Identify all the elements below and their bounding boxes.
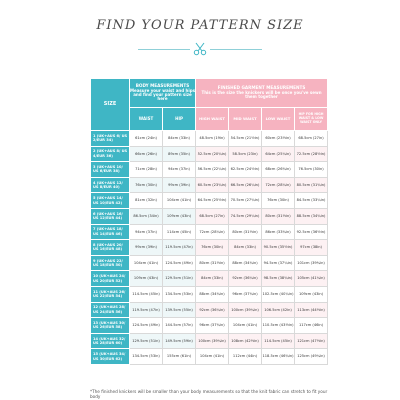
measurement-cell: 61cm (24in): [130, 131, 163, 147]
measurement-cell: 80cm (31½in): [262, 208, 295, 224]
size-label: 2 (UK+AUS 8/ US 4/EUR 36): [91, 146, 130, 162]
measurement-cell: 100cm (39¼in): [229, 302, 262, 318]
measurement-cell: 106.5cm (42in): [262, 302, 295, 318]
col-hip: HIP: [163, 108, 196, 131]
body-measurements-subtitle: Measure your waist and hips and find your pattern size here: [130, 87, 195, 102]
measurement-cell: 48.5cm (19in): [196, 131, 229, 147]
size-label: 13 (UK+AUS 30/ US 26/EUR 58): [91, 318, 130, 334]
measurement-cell: 84cm (33in): [229, 240, 262, 256]
measurement-cell: 96cm (37¾in): [229, 286, 262, 302]
table-row: [91, 255, 328, 271]
measurement-cell: 64cm (25¼in): [262, 146, 295, 162]
measurement-cell: 108cm (42½in): [229, 333, 262, 349]
measurement-cell: 92.5cm (36½in): [295, 224, 328, 240]
measurement-cell: 100cm (39¼in): [196, 333, 229, 349]
measurement-cell: 88cm (34¾in): [196, 286, 229, 302]
measurement-cell: 125cm (49¼in): [295, 349, 328, 365]
measurement-cell: 60.5cm (23¾in): [196, 177, 229, 193]
measurement-cell: 90.5cm (35½in): [262, 240, 295, 256]
size-label: 8 (UK+AUS 20/ US 16/EUR 48): [91, 240, 130, 256]
size-label: 6 (UK+AUS 16/ US 12/EUR 44): [91, 208, 130, 224]
measurement-cell: 80cm (31½in): [196, 255, 229, 271]
table-row: [91, 146, 328, 162]
col-hip-finished: HIP FOR HIGH WAIST & LOW WAIST ONLY: [295, 108, 328, 131]
table-row: [91, 349, 328, 365]
measurement-cell: 68.5cm (27in): [295, 131, 328, 147]
measurement-cell: 155cm (61in): [163, 349, 196, 365]
measurement-cell: 68cm (26¾in): [262, 162, 295, 178]
measurement-cell: 92cm (36¼in): [196, 302, 229, 318]
measurement-cell: 56.5cm (22¼in): [196, 162, 229, 178]
finished-measurements-title: FINISHED GARMENT MEASUREMENTS: [217, 85, 306, 91]
measurement-cell: 124.5cm (49in): [130, 318, 163, 334]
col-low-waist: LOW WAIST: [262, 108, 295, 131]
size-label: 14 (UK+AUS 32/ US 28/EUR 60): [91, 333, 130, 349]
measurement-cell: 114.5cm (45in): [262, 333, 295, 349]
measurement-cell: 64.5cm (25½in): [196, 193, 229, 209]
size-label: 1 (UK+AUS 6/ US 2/EUR 34): [91, 131, 130, 147]
measurement-cell: 117cm (46in): [295, 318, 328, 334]
measurement-cell: 66.5cm (26¼in): [229, 177, 262, 193]
measurement-cell: 98.5cm (38¾in): [262, 271, 295, 287]
measurement-cell: 113cm (44½in): [295, 302, 328, 318]
measurement-cell: 54.5cm (21½in): [229, 131, 262, 147]
measurement-cell: 104cm (41in): [196, 349, 229, 365]
measurement-cell: 72.5cm (28½in): [295, 146, 328, 162]
measurement-cell: 104cm (41in): [229, 318, 262, 334]
measurement-cell: 94cm (37in): [163, 162, 196, 178]
body-measurements-title: BODY MEASUREMENTS: [135, 83, 190, 89]
measurement-cell: 88cm (34¾in): [229, 255, 262, 271]
measurement-cell: 101cm (39¾in): [295, 255, 328, 271]
measurement-cell: 124.5cm (49in): [163, 255, 196, 271]
page-title: FIND YOUR PATTERN SIZE: [96, 18, 304, 33]
measurement-cell: 81cm (32in): [130, 193, 163, 209]
size-header: SIZE: [91, 79, 130, 131]
table-row: [91, 162, 328, 178]
measurement-cell: 66cm (26in): [130, 146, 163, 162]
measurement-cell: 119.5cm (47in): [130, 302, 163, 318]
measurement-cell: 76cm (30in): [196, 240, 229, 256]
measurement-cell: 102.5cm (40¼in): [262, 286, 295, 302]
measurement-cell: 52.5cm (20¾in): [196, 146, 229, 162]
measurement-cell: 62.5cm (24½in): [229, 162, 262, 178]
measurement-cell: 121cm (47½in): [295, 333, 328, 349]
measurement-cell: 144.5cm (57in): [163, 318, 196, 334]
measurement-cell: 149.5cm (59in): [163, 333, 196, 349]
measurement-cell: 92cm (36¼in): [229, 271, 262, 287]
measurement-cell: 97cm (38in): [295, 240, 328, 256]
table-row: [91, 302, 328, 318]
measurement-cell: 109cm (43in): [295, 286, 328, 302]
table-row: [91, 333, 328, 349]
measurement-cell: 94.5cm (37¼in): [262, 255, 295, 271]
size-label: 12 (UK+AUS 28/ US 24/EUR 56): [91, 302, 130, 318]
measurement-cell: 118.5cm (46¾in): [262, 349, 295, 365]
measurement-cell: 110.5cm (43½in): [262, 318, 295, 334]
table-row: [91, 208, 328, 224]
size-label: 7 (UK+AUS 18/ US 14/EUR 46): [91, 224, 130, 240]
finished-measurements-header: [196, 79, 328, 108]
measurement-cell: 139.5cm (55in): [163, 302, 196, 318]
measurement-cell: 60cm (23½in): [262, 131, 295, 147]
measurement-cell: 119.5cm (47in): [163, 240, 196, 256]
measurement-cell: 109cm (43in): [130, 271, 163, 287]
table-row: [91, 240, 328, 256]
measurement-cell: 105cm (41¼in): [295, 271, 328, 287]
col-high-waist: HIGH WAIST: [196, 108, 229, 131]
measurement-cell: 72cm (28¼in): [262, 177, 295, 193]
measurement-cell: 84.5cm (33¼in): [295, 193, 328, 209]
table-row: [91, 286, 328, 302]
measurement-cell: 76cm (30in): [130, 177, 163, 193]
size-chart-table: [90, 78, 328, 365]
table-row: [91, 318, 328, 334]
measurement-cell: 86cm (33¾in): [262, 224, 295, 240]
body-measurements-header: [130, 79, 196, 108]
measurement-cell: 96cm (37¾in): [196, 318, 229, 334]
measurement-cell: 114cm (45in): [163, 224, 196, 240]
measurement-cell: 99cm (39in): [130, 240, 163, 256]
col-waist: WAIST: [130, 108, 163, 131]
measurement-cell: 112cm (44in): [229, 349, 262, 365]
measurement-cell: 129.5cm (51in): [163, 271, 196, 287]
size-label: 9 (UK+AUS 22/ US 18/EUR 50): [91, 255, 130, 271]
measurement-cell: 80cm (31½in): [229, 224, 262, 240]
measurement-cell: 104cm (41in): [130, 255, 163, 271]
measurement-cell: 88.5cm (34¾in): [295, 208, 328, 224]
size-label: 3 (UK+AUS 10/ US 6/EUR 38): [91, 162, 130, 178]
measurement-cell: 99cm (39in): [163, 177, 196, 193]
measurement-cell: 70.5cm (27¾in): [229, 193, 262, 209]
measurement-cell: 94cm (37in): [130, 224, 163, 240]
size-label: 15 (UK+AUS 34/ US 30/EUR 62): [91, 349, 130, 365]
footnote: *The finished knickers will be smaller than your body measurements so that the knit fabric can stretch to fit your body: [90, 389, 328, 399]
table-row: [91, 177, 328, 193]
measurement-cell: 104cm (41in): [163, 193, 196, 209]
size-label: 5 (UK+AUS 14/ US 10/EUR 42): [91, 193, 130, 209]
measurement-cell: 134.5cm (53in): [163, 286, 196, 302]
measurement-cell: 76.5cm (30in): [295, 162, 328, 178]
finished-measurements-subtitle: This is the size the knickers will be once you've sewn them together: [201, 89, 322, 100]
measurement-cell: 80.5cm (31¾in): [295, 177, 328, 193]
size-label: 10 (UK+AUS 24/ US 20/EUR 52): [91, 271, 130, 287]
measurement-cell: 84cm (33in): [196, 271, 229, 287]
size-label: 11 (UK+AUS 26/ US 22/EUR 54): [91, 286, 130, 302]
measurement-cell: 76cm (30in): [262, 193, 295, 209]
table-row: [91, 271, 328, 287]
measurement-cell: 72cm (28¼in): [196, 224, 229, 240]
measurement-cell: 109cm (43in): [163, 208, 196, 224]
measurement-cell: 86.5cm (34in): [130, 208, 163, 224]
table-row: [91, 131, 328, 147]
divider-line-right: [210, 49, 262, 50]
title-divider: [0, 42, 400, 56]
measurement-cell: 71cm (28in): [130, 162, 163, 178]
measurement-cell: 89cm (35in): [163, 146, 196, 162]
measurement-cell: 74.5cm (29¼in): [229, 208, 262, 224]
measurement-cell: 68.5cm (27in): [196, 208, 229, 224]
size-label: 4 (UK+AUS 12/ US 8/EUR 40): [91, 177, 130, 193]
measurement-cell: 134.5cm (53in): [130, 349, 163, 365]
table-row: [91, 193, 328, 209]
divider-line-left: [138, 49, 190, 50]
measurement-cell: 129.5cm (51in): [130, 333, 163, 349]
measurement-cell: 114.5cm (45in): [130, 286, 163, 302]
measurement-cell: 58.5cm (23in): [229, 146, 262, 162]
table-row: [91, 224, 328, 240]
col-mid-waist: MID WAIST: [229, 108, 262, 131]
scissors-icon: [193, 42, 207, 56]
measurement-cell: 84cm (33in): [163, 131, 196, 147]
